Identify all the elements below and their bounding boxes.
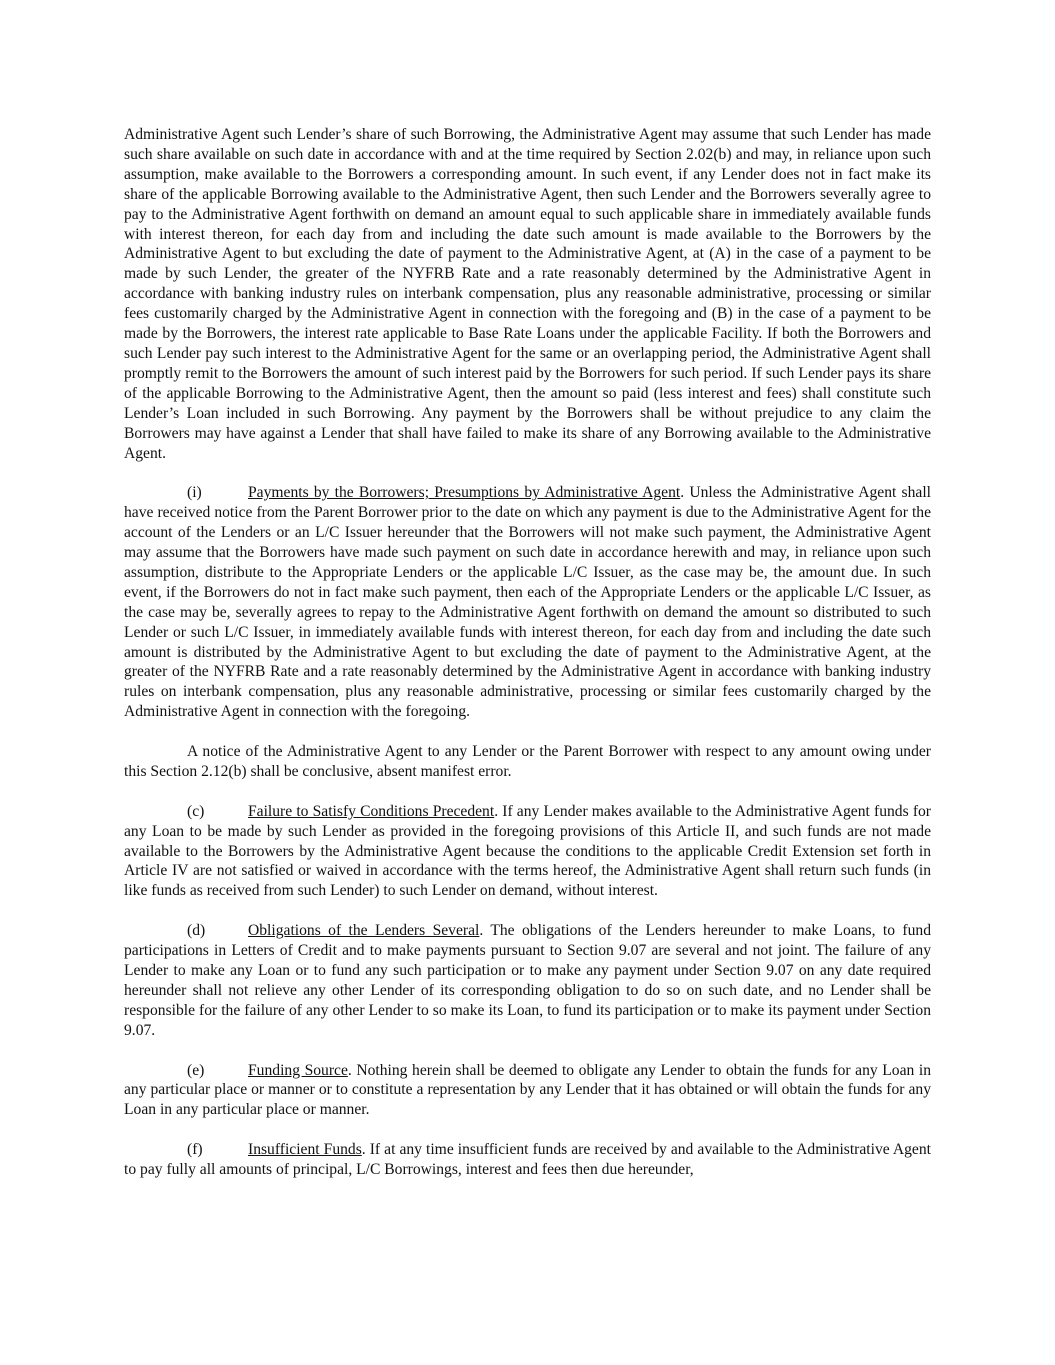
paragraph-heading: Funding Source [248,1061,348,1079]
paragraph-marker: (i) [187,484,202,502]
paragraph-text: . The obligations of the Lenders hereunder to make Loans, to fund participations in Letters of Credit and to make payments pursuant to Section 9.07 are several and not joint. The failure of any Lender to make any Loan or to fund any such participation or to make any payment under Section 9.07 on any date required hereunder shall not relieve any other Lender of its corresponding obligation to do so on such date, and no Lender shall be responsible for the failure of any other Lender to so make its Loan, to fund its participation or to make its payment under Section 9.07. [124,922,931,1039]
paragraph-marker: (f) [187,1141,203,1159]
paragraph-text: . Unless the Administrative Agent shall have received notice from the Parent Borrower prior to the date on which any payment is due to the Administrative Agent for the account of the Lenders or an L/C Issuer hereunder that the Borrowers will not make such payment, the Administrative Agent may assume that the Borrowers have made such payment on such date in accordance herewith and may, in reliance upon such assumption, distribute to the Appropriate Lenders or the applicable L/C Issuer, as the case may be, the amount due. In such event, if the Borrowers do not in fact make such payment, then each of the Appropriate Lenders or the applicable L/C Issuer, as the case may be, severally agrees to repay to the Administrative Agent forthwith on demand the amount so distributed to such Lender or such L/C Issuer, in immediately available funds with interest thereon, for each day from and including the date such amount is distributed by the Administrative Agent to but excluding the date of payment to the Administrative Agent, at the greater of the NYFRB Rate and a rate reasonably determined by the Administrative Agent in accordance with banking industry rules on interbank compensation, plus any reasonable administrative, processing or similar fees customarily charged by the Administrative Agent in connection with the foregoing. [124,484,931,721]
paragraph-e [124,1061,931,1121]
paragraph-marker: (c) [187,802,205,820]
paragraph-notice [124,742,931,782]
paragraph-d [124,921,931,1040]
paragraph-text: A notice of the Administrative Agent to any Lender or the Parent Borrower with respect to any amount owing under this Section 2.12(b) shall be conclusive, absent manifest error. [124,743,931,780]
paragraph-text: Administrative Agent such Lender’s share of such Borrowing, the Administrative Agent may assume that such Lender has made such share available on such date in accordance with and at the time required by Section 2.02(b) and may, in reliance upon such assumption, make available to the Borrowers a corresponding amount. In such event, if any Lender does not in fact make its share of the applicable Borrowing available to the Administrative Agent, then such Lender and the Borrowers severally agree to pay to the Administrative Agent forthwith on demand an amount equal to such applicable share in immediately available funds with interest thereon, for each day from and including the date such amount is made available to the Borrowers by the Administrative Agent to but excluding the date of payment to the Administrative Agent, at (A) in the case of a payment to be made by such Lender, the greater of the NYFRB Rate and a rate reasonably determined by the Administrative Agent in accordance with banking industry rules on interbank compensation, plus any reasonable administrative, processing or similar fees customarily charged by the Administrative Agent in connection with the foregoing and (B) in the case of a payment to be made by the Borrowers, the interest rate applicable to Base Rate Loans under the applicable Facility. If both the Borrowers and such Lender pay such interest to the Administrative Agent for the same or an overlapping period, the Administrative Agent shall promptly remit to the Borrowers the amount of such interest paid by the Borrowers for such period. If such Lender pays its share of the applicable Borrowing to the Administrative Agent, then the amount so paid (less interest and fees) shall constitute such Lender’s Loan included in such Borrowing. Any payment by the Borrowers shall be without prejudice to any claim the Borrowers may have against a Lender that shall have failed to make its share of any Borrowing available to the Administrative Agent. [124,126,931,462]
paragraph-c [124,802,931,902]
paragraph-f [124,1140,931,1180]
paragraph-heading: Payments by the Borrowers; Presumptions by Administrative Agent [248,484,681,502]
paragraph-heading: Obligations of the Lenders Several [248,922,480,940]
paragraph-marker: (d) [187,922,206,940]
paragraph-marker: (e) [187,1061,205,1079]
paragraph-heading: Failure to Satisfy Conditions Precedent [248,802,495,820]
document-page [124,125,931,1200]
paragraph-continuation [124,125,931,463]
paragraph-i [124,483,931,722]
paragraph-text: . If any Lender makes available to the Administrative Agent funds for any Loan to be made by such Lender as provided in the foregoing provisions of this Article II, and such funds are not made available to the Borrowers by the Administrative Agent because the conditions to the applicable Credit Extension set forth in Article IV are not satisfied or waived in accordance with the terms hereof, the Administrative Agent shall return such funds (in like funds as received from such Lender) to such Lender on demand, without interest. [124,802,932,900]
paragraph-text: . Nothing herein shall be deemed to obligate any Lender to obtain the funds for any Loan in any particular place or manner or to constitute a representation by any Lender that it has obtained or will obtain the funds for any Loan in any particular place or manner. [124,1061,931,1119]
paragraph-heading: Insufficient Funds [248,1141,362,1159]
paragraph-text: . If at any time insufficient funds are received by and available to the Administrative Agent to pay fully all amounts of principal, L/C Borrowings, interest and fees then due hereunder, [124,1141,931,1179]
